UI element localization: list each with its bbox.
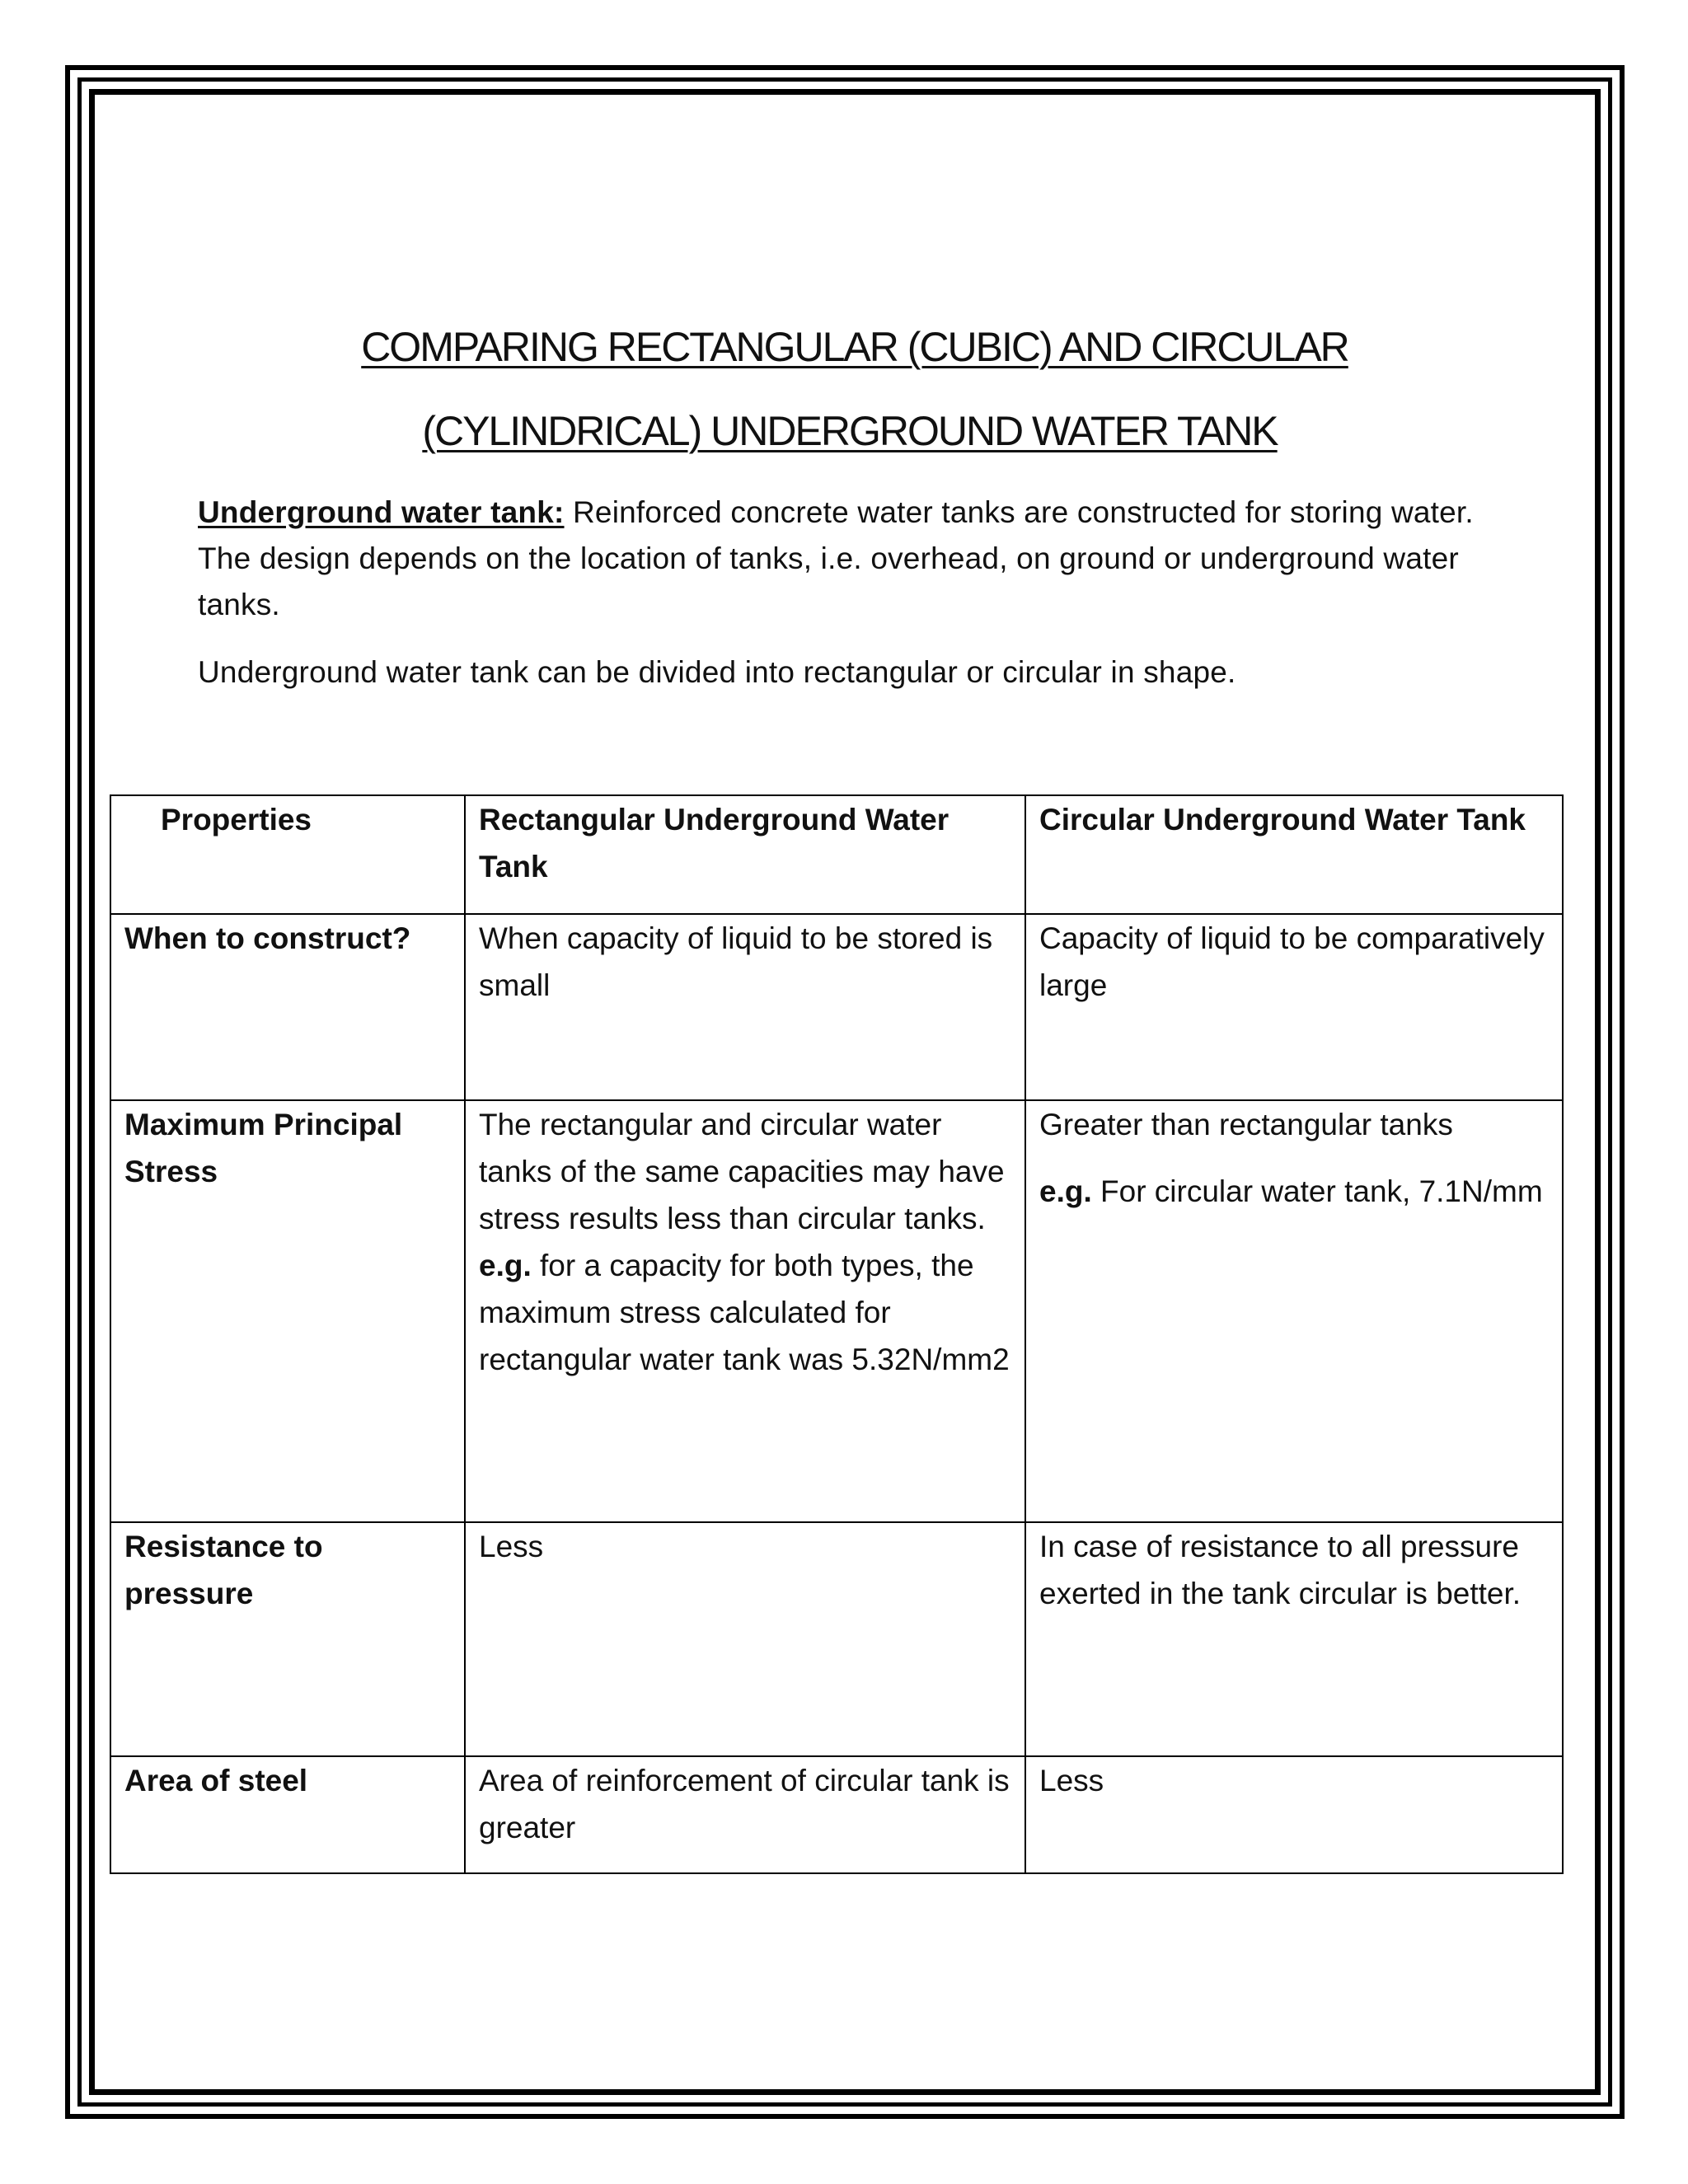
- row-rectangular-cell: When capacity of liquid to be stored is small: [465, 914, 1025, 1100]
- rectangular-stress-text: The rectangular and circular water tanks of the same capacities may have stress results less than circular tanks.: [479, 1108, 1005, 1235]
- document-title-line-1: COMPARING RECTANGULAR (CUBIC) AND CIRCULAR: [361, 324, 1348, 370]
- intro-paragraph: [198, 490, 1484, 628]
- circular-stress-text: Greater than rectangular tanks: [1039, 1108, 1453, 1141]
- row-circular-cell: [1025, 1100, 1563, 1522]
- intro-section: [198, 490, 1484, 696]
- example-text: For circular water tank, 7.1N/mm: [1091, 1174, 1543, 1208]
- circular-stress-example: [1039, 1168, 1549, 1215]
- intro-text: Reinforced concrete water tanks are constructed for storing water. The design depends on the location of tanks, i.e. overhead, on ground or underground water tanks.: [198, 495, 1474, 621]
- row-property-area-of-steel: Area of steel: [110, 1756, 465, 1873]
- row-property-maximum-principal-stress: Maximum Principal Stress: [110, 1100, 465, 1522]
- row-circular-cell: Less: [1025, 1756, 1563, 1873]
- example-label: e.g.: [479, 1249, 532, 1282]
- row-property-resistance-to-pressure: Resistance to pressure: [110, 1522, 465, 1756]
- intro-paragraph-2: Underground water tank can be divided into rectangular or circular in shape.: [198, 655, 1236, 689]
- comparison-table: [110, 794, 1564, 1874]
- row-circular-cell: Capacity of liquid to be comparatively large: [1025, 914, 1563, 1100]
- intro-label: Underground water tank:: [198, 495, 565, 529]
- table-header-row: [110, 795, 1563, 914]
- header-properties: Properties: [110, 795, 465, 914]
- document-title-line-2: (CYLINDRICAL) UNDERGROUND WATER TANK: [422, 408, 1278, 454]
- header-circular: Circular Underground Water Tank: [1025, 795, 1563, 914]
- table-row: [110, 1100, 1563, 1522]
- row-rectangular-cell: Area of reinforcement of circular tank is greater: [465, 1756, 1025, 1873]
- table-row: [110, 1522, 1563, 1756]
- header-rectangular: Rectangular Underground Water Tank: [465, 795, 1025, 914]
- row-rectangular-cell: Less: [465, 1522, 1025, 1756]
- table-row: [110, 914, 1563, 1100]
- example-text: for a capacity for both types, the maximum stress calculated for rectangular water tank was 5.32N/mm2: [479, 1249, 1010, 1376]
- row-circular-cell: In case of resistance to all pressure exerted in the tank circular is better.: [1025, 1522, 1563, 1756]
- row-rectangular-cell: [465, 1100, 1025, 1522]
- example-label: e.g.: [1039, 1174, 1092, 1208]
- table-row: [110, 1756, 1563, 1873]
- row-property-when-to-construct: When to construct?: [110, 914, 465, 1100]
- rectangular-stress-example: [479, 1242, 1011, 1383]
